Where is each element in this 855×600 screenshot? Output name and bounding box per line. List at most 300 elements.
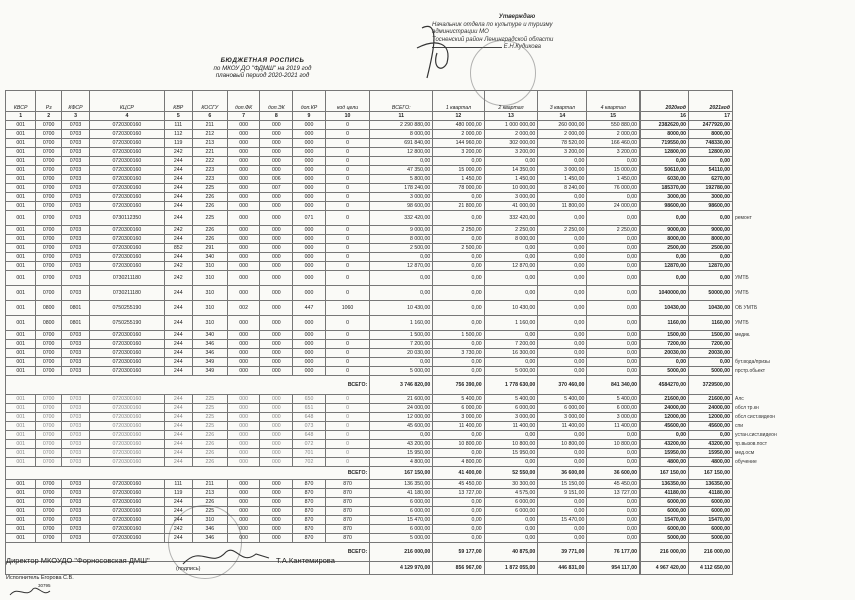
table-cell: 0703 — [62, 130, 90, 139]
table-cell: 43 200,00 — [370, 440, 433, 449]
table-row — [6, 235, 640, 244]
table-row — [6, 489, 640, 498]
table-cell: 000 — [260, 340, 293, 349]
table-cell: 244 — [164, 440, 192, 449]
table-row — [6, 349, 640, 358]
table-cell: 6 000,00 — [538, 404, 587, 413]
column-number-row — [641, 112, 855, 121]
table-row — [641, 175, 855, 184]
total-row — [6, 376, 640, 395]
table-cell: 0700 — [36, 498, 62, 507]
table-cell: 0,00 — [433, 340, 484, 349]
table-cell: 001 — [6, 184, 36, 193]
table-cell: 7200,00 — [689, 340, 733, 349]
table-cell: 0720300160 — [90, 440, 165, 449]
table-cell: 6000,00 — [689, 498, 733, 507]
table-cell: 0700 — [36, 422, 62, 431]
table-cell: 000 — [227, 286, 260, 301]
table-cell: 10430,00 — [641, 301, 689, 316]
table-cell: 15950,00 — [641, 449, 689, 458]
table-cell: 001 — [6, 422, 36, 431]
table-cell: 0700 — [36, 331, 62, 340]
column-number: 8 — [260, 112, 293, 121]
table-cell: 0720300160 — [90, 121, 165, 130]
document-title — [195, 57, 330, 80]
table-cell: 000 — [293, 286, 326, 301]
table-cell: 0 — [325, 358, 369, 367]
row-note: УМТБ — [735, 290, 749, 296]
table-cell: 001 — [6, 431, 36, 440]
total-value: 756 390,00 — [433, 376, 484, 395]
table-cell: 000 — [227, 166, 260, 175]
table-cell: 225 — [192, 211, 227, 226]
column-number: 16 — [641, 112, 689, 121]
table-cell: 5000,00 — [641, 367, 689, 376]
column-number: 3 — [62, 112, 90, 121]
table-cell: 0720300160 — [90, 253, 165, 262]
table-cell: 0,00 — [484, 157, 538, 166]
table-cell: 000 — [260, 507, 293, 516]
table-cell: 5 000,00 — [370, 367, 433, 376]
table-cell: 0,00 — [587, 286, 640, 301]
table-cell: 244 — [164, 316, 192, 331]
table-cell: 0,00 — [587, 301, 640, 316]
table-row — [641, 253, 855, 262]
approval-name: Е.Н.Кудикова — [503, 44, 541, 50]
table-row — [6, 534, 640, 543]
table-cell: 221 — [192, 148, 227, 157]
table-cell: 0703 — [62, 253, 90, 262]
table-row — [6, 286, 640, 301]
table-cell: 1500,00 — [641, 331, 689, 340]
table-cell: 41 000,00 — [484, 202, 538, 211]
table-cell: 2477920,00 — [689, 121, 733, 130]
table-cell: 0,00 — [587, 534, 640, 543]
table-cell: 000 — [227, 458, 260, 467]
table-cell: 0703 — [62, 498, 90, 507]
signature-caption: (подпись) — [176, 566, 201, 572]
table-cell: 0800 — [36, 301, 62, 316]
table-cell: 0720300160 — [90, 340, 165, 349]
table-cell: 0,00 — [538, 358, 587, 367]
table-cell: 0,00 — [484, 431, 538, 440]
table-cell: 13 727,00 — [587, 489, 640, 498]
table-cell: 0 — [325, 395, 369, 404]
table-row — [641, 271, 855, 286]
table-cell: 0700 — [36, 157, 62, 166]
table-cell: 0703 — [62, 367, 90, 376]
table-cell: 0,00 — [538, 253, 587, 262]
table-cell: 648 — [293, 413, 326, 422]
table-cell: 47 350,00 — [370, 166, 433, 175]
table-cell: 0,00 — [587, 507, 640, 516]
table-cell: 001 — [6, 480, 36, 489]
table-cell: 45600,00 — [641, 422, 689, 431]
table-cell: 001 — [6, 340, 36, 349]
table-cell: 0,00 — [538, 262, 587, 271]
table-cell: 001 — [6, 516, 36, 525]
table-cell: 11 400,00 — [484, 422, 538, 431]
table-cell: 6000,00 — [641, 525, 689, 534]
table-row — [641, 507, 855, 516]
row-note: ремонт — [735, 215, 752, 221]
table-cell: 001 — [6, 440, 36, 449]
table-cell: 000 — [260, 367, 293, 376]
table-cell: 870 — [325, 507, 369, 516]
table-cell: 000 — [293, 331, 326, 340]
table-cell: 136350,00 — [689, 480, 733, 489]
table-cell: 119 — [164, 489, 192, 498]
table-cell: 302 000,00 — [484, 139, 538, 148]
table-cell: 0700 — [36, 148, 62, 157]
table-cell: 870 — [325, 489, 369, 498]
header-row — [6, 91, 640, 112]
table-row — [6, 404, 640, 413]
table-cell: 3 000,00 — [370, 193, 433, 202]
table-cell: 7 200,00 — [484, 340, 538, 349]
table-row — [6, 139, 640, 148]
table-cell: 0703 — [62, 271, 90, 286]
table-row — [641, 349, 855, 358]
table-cell: 0,00 — [587, 449, 640, 458]
total-value: 76 177,00 — [587, 543, 640, 562]
table-cell: 0,00 — [538, 449, 587, 458]
column-header: 2021год — [689, 91, 733, 112]
total-value: 3 746 820,00 — [370, 376, 433, 395]
column-number: 14 — [538, 112, 587, 121]
total-2020: 216 000,00 — [641, 543, 689, 562]
table-cell: 0,00 — [433, 286, 484, 301]
table-cell: 0703 — [62, 262, 90, 271]
table-cell: 000 — [260, 395, 293, 404]
table-cell: 001 — [6, 253, 36, 262]
row-note — [733, 534, 855, 543]
row-note: УМТБ — [735, 320, 749, 326]
table-cell: 0703 — [62, 184, 90, 193]
table-cell: 16 300,00 — [484, 349, 538, 358]
table-row — [641, 157, 855, 166]
table-cell: 226 — [192, 440, 227, 449]
table-cell: 260 000,00 — [538, 121, 587, 130]
table-cell: 144 960,00 — [433, 139, 484, 148]
table-cell: 000 — [260, 358, 293, 367]
table-cell: 8 000,00 — [370, 235, 433, 244]
table-cell: 000 — [260, 422, 293, 431]
row-note — [733, 175, 855, 184]
table-cell: 0720300160 — [90, 202, 165, 211]
table-cell: 0703 — [62, 404, 90, 413]
table-cell: 340 — [192, 253, 227, 262]
table-row — [6, 480, 640, 489]
table-cell: 136350,00 — [641, 480, 689, 489]
table-cell: 0,00 — [538, 286, 587, 301]
table-cell: 000 — [260, 148, 293, 157]
table-cell: 0700 — [36, 440, 62, 449]
column-number: 2 — [36, 112, 62, 121]
table-cell: 0703 — [62, 440, 90, 449]
table-cell: 0,00 — [484, 331, 538, 340]
table-cell: 0 — [325, 235, 369, 244]
table-cell: 0 — [325, 253, 369, 262]
table-cell: 6 000,00 — [433, 404, 484, 413]
table-row — [641, 404, 855, 413]
approval-title: Утверждаю — [498, 14, 536, 20]
total-2021: 4 112 650,00 — [689, 562, 733, 575]
table-row — [641, 121, 855, 130]
table-cell: 001 — [6, 449, 36, 458]
table-cell: 0700 — [36, 130, 62, 139]
total-value: 36 600,00 — [587, 467, 640, 480]
table-cell: 3 000,00 — [538, 413, 587, 422]
table-cell: 651 — [293, 404, 326, 413]
table-cell: 226 — [192, 431, 227, 440]
table-cell: 1160,00 — [689, 316, 733, 331]
table-cell: 291 — [192, 244, 227, 253]
table-cell: 244 — [164, 301, 192, 316]
table-row — [641, 211, 855, 226]
row-note: устан.сист.видеон — [735, 432, 777, 438]
table-cell: 000 — [227, 139, 260, 148]
row-note: УМТБ — [735, 275, 749, 281]
total-2021: 3729500,00 — [689, 376, 733, 395]
table-cell: 30 300,00 — [484, 480, 538, 489]
table-cell: 212 — [192, 130, 227, 139]
table-cell: 0 — [325, 184, 369, 193]
total-2020: 167 150,00 — [641, 467, 689, 480]
table-row — [641, 235, 855, 244]
table-cell: 000 — [227, 413, 260, 422]
table-cell: 0,00 — [587, 516, 640, 525]
row-note: тр.вызов.пост — [735, 441, 768, 447]
row-note: мед.осм — [735, 450, 755, 456]
table-cell: 244 — [164, 211, 192, 226]
table-cell: 310 — [192, 271, 227, 286]
table-row — [641, 440, 855, 449]
table-cell: 244 — [164, 431, 192, 440]
table-cell: 000 — [227, 253, 260, 262]
table-cell: 0,00 — [538, 507, 587, 516]
table-cell: 0720300160 — [90, 449, 165, 458]
table-cell: 0720300160 — [90, 262, 165, 271]
table-cell: 2 290 880,00 — [370, 121, 433, 130]
column-number: 9 — [293, 112, 326, 121]
table-cell: 0720300160 — [90, 431, 165, 440]
table-row — [6, 498, 640, 507]
table-cell: 45 450,00 — [587, 480, 640, 489]
table-cell: 0,00 — [370, 271, 433, 286]
table-cell: 0,00 — [433, 262, 484, 271]
table-cell: 0700 — [36, 480, 62, 489]
table-cell: 0 — [325, 130, 369, 139]
column-header: ВСЕГО: — [370, 91, 433, 112]
table-cell: 0,00 — [484, 286, 538, 301]
row-note: спи — [735, 423, 744, 429]
column-number: 1 — [6, 112, 36, 121]
table-cell: 11 400,00 — [538, 422, 587, 431]
table-cell: 0,00 — [433, 498, 484, 507]
table-cell: 0,00 — [587, 244, 640, 253]
table-cell: 0700 — [36, 413, 62, 422]
table-row — [6, 271, 640, 286]
table-cell: 000 — [227, 440, 260, 449]
table-cell: 0 — [325, 286, 369, 301]
total-label: ВСЕГО: — [6, 376, 370, 395]
table-cell: 0720300160 — [90, 244, 165, 253]
column-number: 5 — [164, 112, 192, 121]
total-value: 41 400,00 — [433, 467, 484, 480]
table-cell: 0700 — [36, 202, 62, 211]
table-cell: 0,00 — [484, 516, 538, 525]
table-row — [641, 130, 855, 139]
table-cell: 000 — [227, 157, 260, 166]
table-cell: 12 870,00 — [484, 262, 538, 271]
table-cell: 192780,00 — [689, 184, 733, 193]
table-cell: 000 — [227, 534, 260, 543]
table-cell: 0730211180 — [90, 286, 165, 301]
table-cell: 000 — [293, 358, 326, 367]
table-cell: 136 350,00 — [370, 480, 433, 489]
table-cell: 0700 — [36, 340, 62, 349]
table-cell: 1 500,00 — [433, 331, 484, 340]
row-note — [733, 244, 855, 253]
table-row — [6, 184, 640, 193]
table-cell: 12870,00 — [689, 262, 733, 271]
table-cell: 000 — [293, 262, 326, 271]
table-cell: 0720300160 — [90, 458, 165, 467]
table-cell: 0,00 — [587, 262, 640, 271]
table-cell: 447 — [293, 301, 326, 316]
table-cell: 000 — [260, 404, 293, 413]
approval-line3: Тосненский район Ленинградской области — [432, 36, 554, 43]
total-2021: 167 150,00 — [689, 467, 733, 480]
table-cell: 3 730,00 — [433, 349, 484, 358]
table-cell: 0,00 — [587, 253, 640, 262]
table-cell: 12800,00 — [641, 148, 689, 157]
table-cell: 0703 — [62, 449, 90, 458]
table-cell: 0,00 — [587, 211, 640, 226]
column-header: КЦСР — [90, 91, 165, 112]
table-cell: 000 — [227, 507, 260, 516]
table-cell: 000 — [260, 349, 293, 358]
total-value: 1 778 630,00 — [484, 376, 538, 395]
table-cell: 000 — [227, 340, 260, 349]
table-cell: 0,00 — [484, 271, 538, 286]
table-cell: 0,00 — [433, 316, 484, 331]
row-note — [733, 130, 855, 139]
table-row — [641, 226, 855, 235]
table-cell: 000 — [227, 431, 260, 440]
table-cell: 20 030,00 — [370, 349, 433, 358]
table-cell: 0700 — [36, 458, 62, 467]
table-cell: 000 — [293, 253, 326, 262]
table-cell: 0 — [325, 404, 369, 413]
row-note — [733, 516, 855, 525]
table-cell: 244 — [164, 498, 192, 507]
table-cell: 54110,00 — [689, 166, 733, 175]
table-cell: 244 — [164, 331, 192, 340]
table-cell: 3 000,00 — [587, 413, 640, 422]
table-cell: 6 000,00 — [484, 498, 538, 507]
table-cell: 0700 — [36, 395, 62, 404]
column-number: 10 — [325, 112, 369, 121]
table-cell: 244 — [164, 202, 192, 211]
table-cell: 76 000,00 — [587, 184, 640, 193]
table-cell: 8000,00 — [689, 130, 733, 139]
approval-line2: администрации МО — [432, 29, 489, 35]
table-cell: 0,00 — [587, 498, 640, 507]
table-cell: 2 500,00 — [370, 244, 433, 253]
table-cell: 244 — [164, 175, 192, 184]
table-cell: 0703 — [62, 202, 90, 211]
table-cell: 000 — [293, 148, 326, 157]
table-cell: 111 — [164, 121, 192, 130]
table-cell: 0703 — [62, 458, 90, 467]
table-cell: 001 — [6, 331, 36, 340]
column-header: 4 квартал — [587, 91, 640, 112]
table-cell: 3 000,00 — [538, 166, 587, 175]
table-row — [641, 489, 855, 498]
table-cell: 2382620,00 — [641, 121, 689, 130]
total-value: 36 600,00 — [538, 467, 587, 480]
table-cell: 0700 — [36, 211, 62, 226]
table-cell: 870 — [293, 480, 326, 489]
table-cell: 0720300160 — [90, 157, 165, 166]
table-cell: 001 — [6, 498, 36, 507]
table-cell: 0703 — [62, 507, 90, 516]
table-cell: 4800,00 — [689, 458, 733, 467]
table-cell: 8 000,00 — [370, 130, 433, 139]
table-cell: 0700 — [36, 262, 62, 271]
table-cell: 12 000,00 — [370, 413, 433, 422]
table-cell: 000 — [260, 193, 293, 202]
table-cell: 5 400,00 — [587, 395, 640, 404]
table-cell: 0 — [325, 121, 369, 130]
row-note: Алс — [735, 396, 744, 402]
note-cell — [733, 91, 855, 112]
table-cell: 12000,00 — [689, 413, 733, 422]
table-cell: 870 — [325, 534, 369, 543]
row-note — [733, 498, 855, 507]
table-cell: 0,00 — [538, 367, 587, 376]
table-row — [6, 395, 640, 404]
table-cell: 000 — [227, 202, 260, 211]
table-cell: 3 200,00 — [433, 148, 484, 157]
table-row — [6, 211, 640, 226]
table-cell: 0,00 — [587, 157, 640, 166]
table-cell: 001 — [6, 358, 36, 367]
approval-line1: Начальник отдела по культуре и туризму — [432, 21, 553, 28]
table-cell: 0703 — [62, 193, 90, 202]
table-cell: 870 — [293, 507, 326, 516]
table-cell: 10 800,00 — [484, 440, 538, 449]
row-note — [733, 253, 855, 262]
table-cell: 3 000,00 — [484, 193, 538, 202]
table-row — [641, 286, 855, 301]
total-value: 39 771,00 — [538, 543, 587, 562]
title-line2: по МКОУ ДО "ФДМШ" на 2019 год — [213, 64, 312, 72]
table-cell: 0703 — [62, 480, 90, 489]
table-row — [6, 202, 640, 211]
table-cell: 0,00 — [587, 525, 640, 534]
row-note — [733, 166, 855, 175]
table-row — [641, 431, 855, 440]
table-cell: 15 000,00 — [587, 166, 640, 175]
table-cell: 0730112350 — [90, 211, 165, 226]
table-cell: 112 — [164, 130, 192, 139]
table-cell: 000 — [227, 184, 260, 193]
table-cell: 0703 — [62, 358, 90, 367]
table-cell: 0720300160 — [90, 525, 165, 534]
